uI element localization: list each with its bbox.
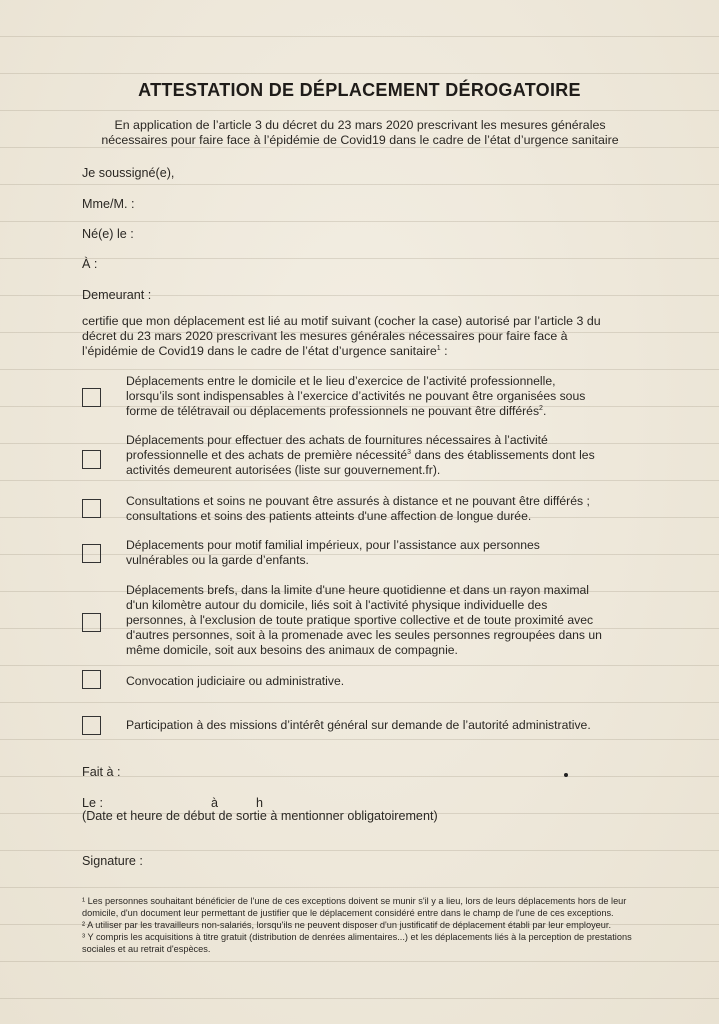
checkbox-famille[interactable] — [82, 544, 101, 563]
option-achats-line-2 — [126, 448, 646, 463]
footnote-2: ² A utiliser par les travailleurs non-salariés, lorsqu'ils ne peuvent disposer d'un justificatif de déplacement établi par leur employeur. — [82, 920, 612, 930]
page-title: ATTESTATION DE DÉPLACEMENT DÉROGATOIRE — [138, 80, 581, 100]
option-famille-line-1: Déplacements pour motif familial impérieux, pour l’assistance aux personnes — [126, 538, 540, 552]
checkbox-sport-animaux[interactable] — [82, 613, 101, 632]
checkbox-missions[interactable] — [82, 716, 101, 735]
preamble-line-2: nécessaires pour faire face à l’épidémie de Covid19 dans le cadre de l’état d’urgence sanitaire — [101, 133, 619, 147]
option-travail-line-2: lorsqu’ils sont indispensables à l’exercice d’activités ne pouvant être organisées sous — [126, 389, 586, 403]
option-famille — [126, 538, 646, 568]
option-sante-line-1: Consultations et soins ne pouvant être assurés à distance et ne pouvant être différés ; — [126, 494, 590, 508]
legal-preamble — [40, 118, 680, 148]
certification-line-3 — [82, 344, 642, 359]
option-sport-line-4: d'autres personnes, soit à la promenade avec les seules personnes regroupées dans un — [126, 628, 602, 642]
certification-line-2: décret du 23 mars 2020 prescrivant les mesures générales nécessaires pour faire face à — [82, 329, 568, 343]
ink-dot — [564, 773, 568, 777]
footnote-3: ³ Y compris les acquisitions à titre gratuit (distribution de denrées alimentaires...) et les déplacements liés à la perception de prestations sociales et au retrait d'espèces. — [82, 932, 632, 954]
option-achats-line-3: activités demeurent autorisées (liste sur gouvernement.fr). — [126, 463, 441, 477]
fait-a-label: Fait à : — [82, 765, 121, 779]
date-time-hint: (Date et heure de début de sortie à mentionner obligatoirement) — [82, 809, 438, 823]
checkbox-achats[interactable] — [82, 450, 101, 469]
footnote-ref-3: 3 — [407, 448, 412, 456]
option-achats-line-2a: professionnelle et des achats de première nécessité — [126, 448, 408, 462]
option-sport-animaux — [126, 583, 646, 658]
option-achats — [126, 433, 646, 478]
certification-statement — [82, 314, 642, 359]
checkbox-convocation[interactable] — [82, 670, 101, 689]
checkbox-sante[interactable] — [82, 499, 101, 518]
option-achats-line-1: Déplacements pour effectuer des achats de fournitures nécessaires à l’activité — [126, 433, 548, 447]
option-sport-line-3: personnes, à l'exclusion de toute pratique sportive collective et de toute proximité avec — [126, 613, 594, 627]
footnote-ref-1: 1 — [436, 344, 441, 352]
option-famille-line-2: vulnérables ou la garde d’enfants. — [126, 553, 309, 567]
option-sante — [126, 494, 646, 524]
option-sport-line-1: Déplacements brefs, dans la limite d'une heure quotidienne et dans un rayon maximal — [126, 583, 590, 597]
footnote-ref-2: 2 — [539, 404, 543, 412]
birthplace-field-label: À : — [82, 257, 98, 271]
option-travail-end: . — [542, 404, 547, 418]
soussigne-label: Je soussigné(e), — [82, 166, 175, 180]
option-convocation: Convocation judiciaire ou administrative. — [126, 674, 345, 688]
certification-tail: : — [440, 344, 448, 358]
time-h-label: h — [256, 796, 264, 810]
option-achats-line-2b: dans des établissements dont les — [411, 448, 595, 462]
time-a-label: à — [211, 796, 219, 810]
option-travail — [126, 374, 646, 419]
checkbox-travail[interactable] — [82, 388, 101, 407]
birthdate-field-label: Né(e) le : — [82, 227, 134, 241]
preamble-line-1: En application de l’article 3 du décret du 23 mars 2020 prescrivant les mesures générales — [114, 118, 606, 132]
certification-line-3-text: l’épidémie de Covid19 dans le cadre de l’état d’urgence sanitaire — [82, 344, 437, 358]
option-sante-line-2: consultations et soins des patients atteints d'une affection de longue durée. — [126, 509, 532, 523]
option-travail-line-3-text: forme de télétravail ou déplacements professionnels ne pouvant être différés — [126, 404, 540, 418]
certification-line-1: certifie que mon déplacement est lié au motif suivant (cocher la case) autorisé par l’article 3 du — [82, 314, 601, 328]
signature-label: Signature : — [82, 854, 143, 868]
name-field-label: Mme/M. : — [82, 197, 135, 211]
address-field-label: Demeurant : — [82, 288, 152, 302]
option-missions: Participation à des missions d’intérêt général sur demande de l’autorité administrative. — [126, 718, 591, 732]
option-sport-line-2: d'un kilomètre autour du domicile, liés soit à l'activité physique individuelle des — [126, 598, 548, 612]
option-sport-line-5: même domicile, soit aux besoins des animaux de compagnie. — [126, 643, 458, 657]
date-label: Le : — [82, 796, 104, 810]
footnotes — [82, 895, 647, 955]
option-travail-line-3 — [126, 404, 646, 419]
option-travail-line-1: Déplacements entre le domicile et le lieu d’exercice de l’activité professionnelle, — [126, 374, 556, 388]
footnote-1: ¹ Les personnes souhaitant bénéficier de l'une de ces exceptions doivent se munir s'il y a lieu, lors de leurs déplacements hors de leur domicile, d'un document leur permettant de justifier que le déplacement considéré entre dans le champ de l'une de ces exceptions. — [82, 896, 627, 918]
